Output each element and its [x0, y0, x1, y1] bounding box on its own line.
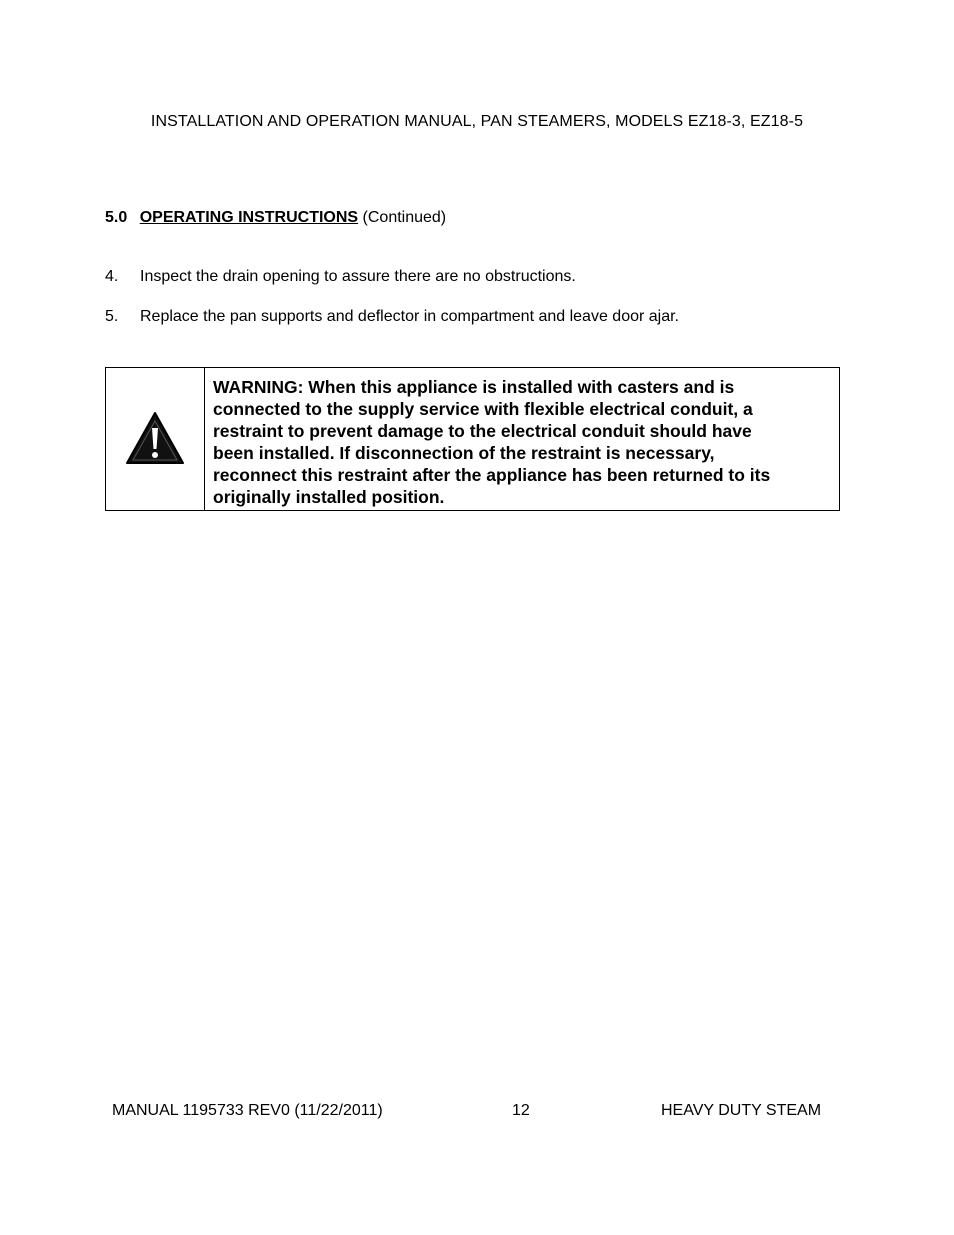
- step-number: 4.: [105, 268, 119, 285]
- page-header: INSTALLATION AND OPERATION MANUAL, PAN STEAMERS, MODELS EZ18-3, EZ18-5: [150, 113, 804, 130]
- step-item: [105, 268, 576, 286]
- warning-line: WARNING: When this appliance is installed with casters and is: [213, 377, 735, 397]
- warning-icon-cell: [106, 368, 205, 510]
- step-text: Replace the pan supports and deflector in compartment and leave door ajar.: [140, 308, 679, 325]
- warning-line: reconnect this restraint after the appliance has been returned to its: [213, 465, 771, 485]
- warning-box: [105, 367, 840, 511]
- section-title: OPERATING INSTRUCTIONS: [139, 209, 359, 226]
- section-number: 5.0: [105, 209, 128, 226]
- step-number: 5.: [105, 308, 119, 325]
- footer-manual: MANUAL 1195733 REV0 (11/22/2011): [112, 1102, 383, 1119]
- warning-triangle-icon: [125, 411, 185, 467]
- warning-line: connected to the supply service with flexible electrical conduit, a: [213, 399, 753, 419]
- footer-category: HEAVY DUTY STEAM: [661, 1102, 822, 1119]
- step-text: Inspect the drain opening to assure there are no obstructions.: [140, 268, 576, 285]
- warning-line: originally installed position.: [213, 487, 445, 507]
- step-item: [105, 308, 679, 326]
- section-heading: [105, 209, 446, 227]
- warning-text: [205, 368, 839, 510]
- warning-line: restraint to prevent damage to the electrical conduit should have: [213, 421, 752, 441]
- footer-page-number: 12: [512, 1102, 530, 1119]
- warning-line: been installed. If disconnection of the restraint is necessary,: [213, 443, 715, 463]
- section-suffix: (Continued): [362, 209, 447, 226]
